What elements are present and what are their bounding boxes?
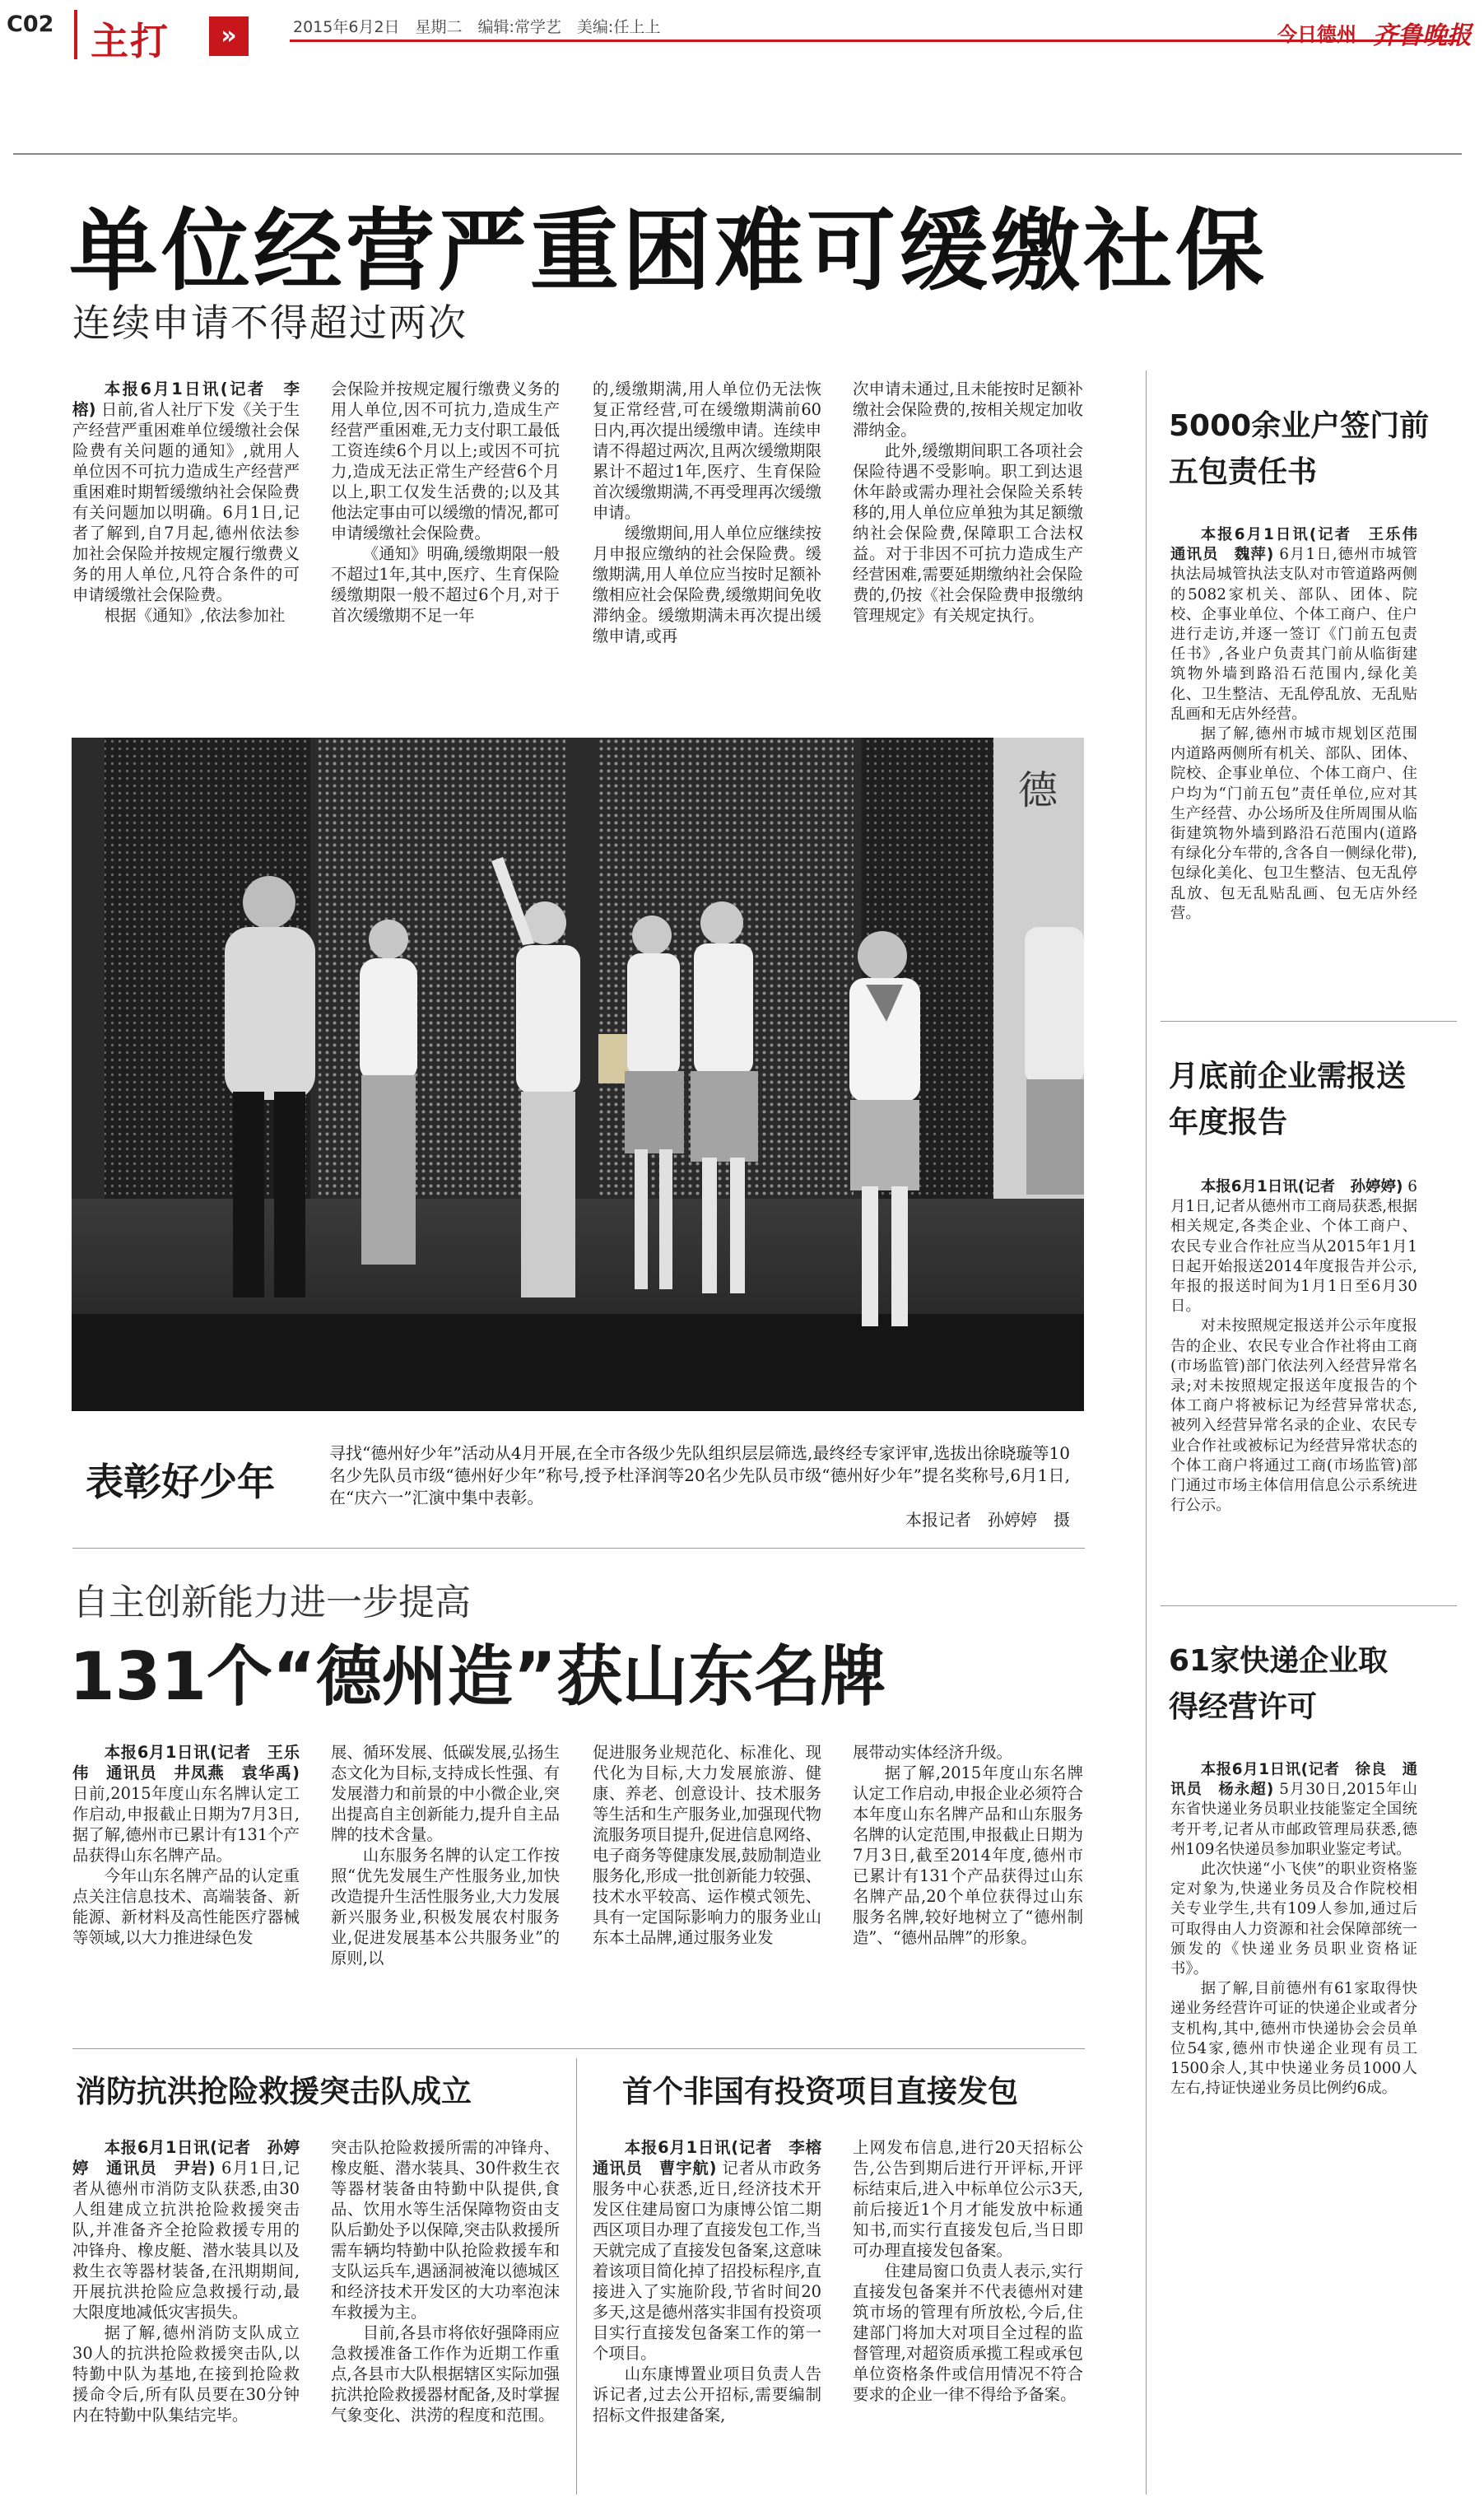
byline: 本报6月1日讯(记者 徐良 通讯员 杨永超) xyxy=(1170,1761,1417,1799)
paragraph: 对未按照规定报送并公示年度报告的企业、农民专业合作社将由工商(市场监管)部门依法列入经营异常名录;对未按照规定报送年度报告的个体工商户将被标记为经营异常状态,被列入经营异常名录的企业、农民专业合作社或被标记为经营异常状态的个体工商户将通过工商(市场监管)部门通过市场主体信用信息公示系统进行公示。 xyxy=(1170,1317,1417,1515)
story3-column-2 xyxy=(331,2137,560,2499)
paragraph: 今年山东名牌产品的认定重点关注信息技术、高端装备、新能源、新材料及高性能医疗器械等领域,以大力推进绿色发 xyxy=(72,1866,300,1947)
story4-column-2 xyxy=(853,2137,1083,2499)
byline: 本报6月1日讯(记者 李榕) xyxy=(72,380,300,419)
story2-column-3 xyxy=(593,1742,821,2038)
byline: 本报6月1日讯(记者 李榕 通讯员 曹宇航) xyxy=(593,2138,838,2178)
news-photo xyxy=(72,738,1084,1411)
paragraph: 的,缓缴期满,用人单位仍无法恢复正常经营,可在缓缴期满前60日内,再次提出缓缴申请。连续申请不得超过两次,且两次缓缴期限累计不超过1年,医疗、生育保险首次缓缴期满,不再受理再次缓缴申请。 xyxy=(593,380,821,522)
paragraph: 根据《通知》,依法参加社 xyxy=(104,606,286,625)
byline: 本报6月1日讯(记者 孙婷婷) xyxy=(1200,1178,1403,1195)
story2-column-4 xyxy=(853,1742,1083,2038)
photo-caption-title: 表彰好少年 xyxy=(86,1460,275,1504)
story3-headline: 消防抗洪抢险救援突击队成立 xyxy=(76,2074,472,2109)
paragraph: 记者从市政务服务中心获悉,近日,经济技术开发区住建局窗口为康博公馆二期西区项目办理了直接发包工作,当天就完成了直接发包备案,这意味着该项目简化掉了招投标程序,直接进入了实施阶段,节省时间20多天,这是德州落实非国有投资项目实行直接发包备案工作的第一个项目。 xyxy=(593,2159,821,2363)
main-column-4 xyxy=(853,379,1083,692)
photo-credit: 本报记者 孙婷婷 摄 xyxy=(905,1510,1070,1530)
paragraph: 山东康博置业项目负责人告诉记者,过去公开招标,需要编制招标文件报建备案, xyxy=(593,2364,821,2425)
photo-caption xyxy=(329,1442,1070,1531)
main-subhead: 连续申请不得超过两次 xyxy=(72,300,468,345)
paragraph: 此外,缓缴期间职工各项社会保险待遇不受影响。职工到达退休年龄或需办理社会保险关系转移的,用人单位应单独为其足额缴纳社会保险费,保障职工合法权益。对于非因不可抗力造成生产经营困难,需要延期缴纳社会保险费的,仍按《社会保险费申报缴纳管理规定》有关规定执行。 xyxy=(853,441,1083,625)
paragraph: 6月1日,德州市城管执法局城管执法支队对市管道路两侧的5082家机关、部队、团体、院校、企事业单位、个体工商户、住户进行走访,并逐一签订《门前五包责任书》,各业户负责其门前从临街建筑物外墙到路沿石范围内,绿化美化、卫生整洁、无乱停乱放、无乱贴乱画和无店外经营。 xyxy=(1170,546,1417,723)
main-column-3 xyxy=(593,379,821,692)
paragraph: 展、循环发展、低碳发展,弘扬生态文化为目标,支持成长性强、有发展潜力和前景的中小微企业,突出提高自主创新能力,提升自主品牌的技术含量。 xyxy=(331,1743,560,1844)
sidebar-story-3-title: 61家快递企业取得经营许可 xyxy=(1169,1644,1389,1724)
story2-kicker: 自主创新能力进一步提高 xyxy=(72,1582,471,1624)
paragraph: 山东服务名牌的认定工作按照“优先发展生产性服务业,加快改造提升生活性服务业,大力发展新兴服务业,积极发展农村服务业,促进发展基本公共服务业”的原则,以 xyxy=(331,1846,560,1968)
sidebar-story-1-title: 5000余业户签门前五包责任书 xyxy=(1169,409,1430,489)
paragraph: 据了解,德州消防支队成立30人的抗洪抢险救援突击队,以特勤中队为基地,在接到抢险救援命令后,所有队员要在30分钟内在特勤中队集结完毕。 xyxy=(72,2323,300,2425)
story4-headline: 首个非国有投资项目直接发包 xyxy=(622,2074,1018,2109)
page-number: C02 xyxy=(7,12,54,37)
main-headline: 单位经营严重困难可缓缴社保 xyxy=(69,200,1268,303)
sidebar-divider xyxy=(1161,1021,1457,1022)
byline: 本报6月1日讯(记者 王乐伟 通讯员 井凤燕 袁华禹) xyxy=(72,1743,300,1782)
paragraph: 次申请未通过,且未能按时足额补缴社会保险费的,按相关规定加收滞纳金。 xyxy=(853,380,1083,440)
column-rule xyxy=(576,2058,577,2495)
sidebar-story-1 xyxy=(1170,525,1433,1004)
story4-column-1 xyxy=(593,2137,838,2499)
byline: 本报6月1日讯(记者 王乐伟 通讯员 魏萍) xyxy=(1170,526,1433,564)
paragraph: 日前,省人社厅下发《关于生产经营严重困难单位缓缴社会保险费有关问题的通知》,就用人单位因不可抗力造成生产经营严重困难时期暂缓缴纳社会保险费有关问题加以明确。6月1日,记者了解到,自7月起,德州依法参加社会保险并按规定履行缴费义务的用人单位,凡符合条件的可申请缓缴社会保险费。 xyxy=(72,400,300,604)
caption-text: 寻找“德州好少年”活动从4月开展,在全市各级少先队组织层层筛选,最终经专家评审,选拔出徐晓璇等10名少先队员市级“德州好少年”称号,授予杜泽润等20名少先队员市级“德州好少年”提名奖称号,6月1日,在“庆六一”汇演中集中表彰。 xyxy=(329,1443,1070,1507)
paragraph: 日前,2015年度山东名牌认定工作启动,申报截止日期为7月3日,据了解,德州市已累计有131个产品获得山东名牌产品。 xyxy=(72,1784,300,1865)
paragraph: 缓缴期间,用人单位应继续按月申报应缴纳的社会保险费。缓缴期满,用人单位应当按时足额补缴相应社会保险费,缓缴期间免收滞纳金。缓缴期满未再次提出缓缴申请,或再 xyxy=(593,524,821,645)
paragraph: 住建局窗口负责人表示,实行直接发包备案并不代表德州对建筑市场的管理有所放松,今后,住建部门将加大对项目全过程的监督管理,对超资质承揽工程或承包单位资格条件或信用情况不符合要求的企业一律不得给予备案。 xyxy=(853,2262,1083,2404)
sidebar-story-2-title: 月底前企业需报送年度报告 xyxy=(1169,1060,1407,1139)
sidebar-rule xyxy=(1146,370,1147,2495)
paragraph: 据了解,目前德州有61家取得快递业务经营许可证的快递企业或者分支机构,其中,德州市快递协会会员单位54家,德州市快递企业现有员工1500余人,其中快递业务员1000人左右,持证快递业务员比例约6成。 xyxy=(1170,1980,1417,2098)
paragraph: 会保险并按规定履行缴费义务的用人单位,因不可抗力,造成生产经营严重困难,无力支付职工最低工资连续6个月以上;或因不可抗力,造成无法正常生产经营6个月以上,职工仅发生活费的;以及其他法定事由可以缓缴的情况,都可申请缓缴社会保险费。 xyxy=(331,380,560,543)
paragraph: 促进服务业规范化、标准化、现代化为目标,大力发展旅游、健康、养老、创意设计、技术服务等生活和生产服务业,加强现代物流服务项目提升,促进信息网络、电子商务等健康发展,鼓励制造业服务化,形成一批创新能力较强、技术水平较高、运作模式领先、具有一定国际影响力的服务业山东本土品牌,通过服务业发 xyxy=(593,1743,821,1947)
story2-headline: 131个“德州造”获山东名牌 xyxy=(69,1638,886,1715)
paragraph: 据了解,德州市城市规划区范围内道路两侧所有机关、部队、团体、院校、企事业单位、个体工商户、住户均为“门前五包”责任单位,应对其生产经营、办公场所及住所周围从临街建筑物外墙到路沿石范围内(道路有绿化分车带的,含各自一侧绿化带),包绿化美化、包卫生整洁、包无乱停乱放、包无乱贴乱画、包无店外经营。 xyxy=(1170,725,1417,922)
paragraph: 6月1日,记者从德州市消防支队获悉,由30人组建成立抗洪抢险救援突击队,并准备齐全抢险救援专用的冲锋舟、橡皮艇、潜水装具以及救生衣等器材装备,在汛期期间,开展抗洪抢险应急救援行动,最大限度地减低灾害损失。 xyxy=(72,2159,300,2322)
sidebar-divider xyxy=(1161,1605,1457,1606)
story2-column-1 xyxy=(72,1742,300,2038)
section-arrow-icon: » xyxy=(209,16,249,56)
sidebar-story-3 xyxy=(1170,1760,1417,2386)
paragraph: 目前,各县市将依好强降雨应急救援准备工作作为近期工作重点,各县市大队根据辖区实际加强抗洪抢险救援器材配备,及时掌握气象变化、洪涝的程度和范围。 xyxy=(331,2323,560,2425)
date-editor-line: 2015年6月2日 星期二 编辑:常学艺 美编:任上上 xyxy=(293,18,661,36)
paragraph: 6月1日,记者从德州市工商局获悉,根据相关规定,各类企业、个体工商户、农民专业合作社应当从2015年1月1日起开始报送2014年度报告并公示,年报的报送时间为1月1日至6月30日。 xyxy=(1170,1178,1417,1316)
backdrop-character: 德 xyxy=(1018,767,1058,813)
paragraph: 突击队抢险救援所需的冲锋舟、橡皮艇、潜水装具、30件救生衣等器材装备由特勤中队提供,食品、饮用水等生活保障物资由支队后勤处予以保障,突击队救援所需车辆均特勤中队抢险救援车和支队运兵车,遇涵洞被淹以德城区和经济技术开发区的大功率泡沫车救援为主。 xyxy=(331,2138,560,2322)
story3-column-1 xyxy=(72,2137,300,2499)
main-column-2 xyxy=(331,379,560,692)
paragraph: 《通知》明确,缓缴期限一般不超过1年,其中,医疗、生育保险缓缴期限一般不超过6个月,对于首次缓缴期不足一年 xyxy=(331,544,560,625)
header-divider xyxy=(13,153,1462,155)
byline: 本报6月1日讯(记者 孙婷婷 通讯员 尹岩) xyxy=(72,2138,300,2178)
paper-logo: 齐鲁晚报 xyxy=(1373,21,1472,50)
section-divider xyxy=(72,2048,1085,2049)
section-label: 主打 xyxy=(91,19,170,63)
paper-city: 今日德州 xyxy=(1277,23,1356,46)
paragraph: 展带动实体经济升级。 xyxy=(853,1743,1012,1762)
paragraph: 据了解,2015年度山东名牌认定工作启动,申报企业必须符合本年度山东名牌产品和山东服务名牌的认定范围,申报截止日期为7月3日,截至2014年度,德州市已累计有131个产品获得过山东名牌产品,20个单位获得过山东服务名牌,较好地树立了“德州制造”、“德州品牌”的形象。 xyxy=(853,1763,1083,1947)
paragraph: 5月30日,2015年山东省快递业务员职业技能鉴定全国统考开考,记者从市邮政管理局获悉,德州109名快递员参加职业鉴定考试。 xyxy=(1170,1781,1417,1858)
sidebar-story-2 xyxy=(1170,1177,1417,1597)
main-column-1 xyxy=(72,379,300,692)
story2-column-2 xyxy=(331,1742,560,2038)
section-divider xyxy=(72,1548,1085,1549)
paragraph: 此次快递“小飞侠”的职业资格鉴定对象为,快递业务员及合作院校相关专业学生,共有109人参加,通过后可取得由人力资源和社会保障部统一颁发的《快递业务员职业资格证书》。 xyxy=(1170,1861,1417,1978)
paragraph: 上网发布信息,进行20天招标公告,公告到期后进行开评标,开评标结束后,进入中标单位公示3天,前后接近1个月才能发放中标通知书,而实行直接发包后,当日即可办理直接发包备案。 xyxy=(853,2138,1083,2260)
